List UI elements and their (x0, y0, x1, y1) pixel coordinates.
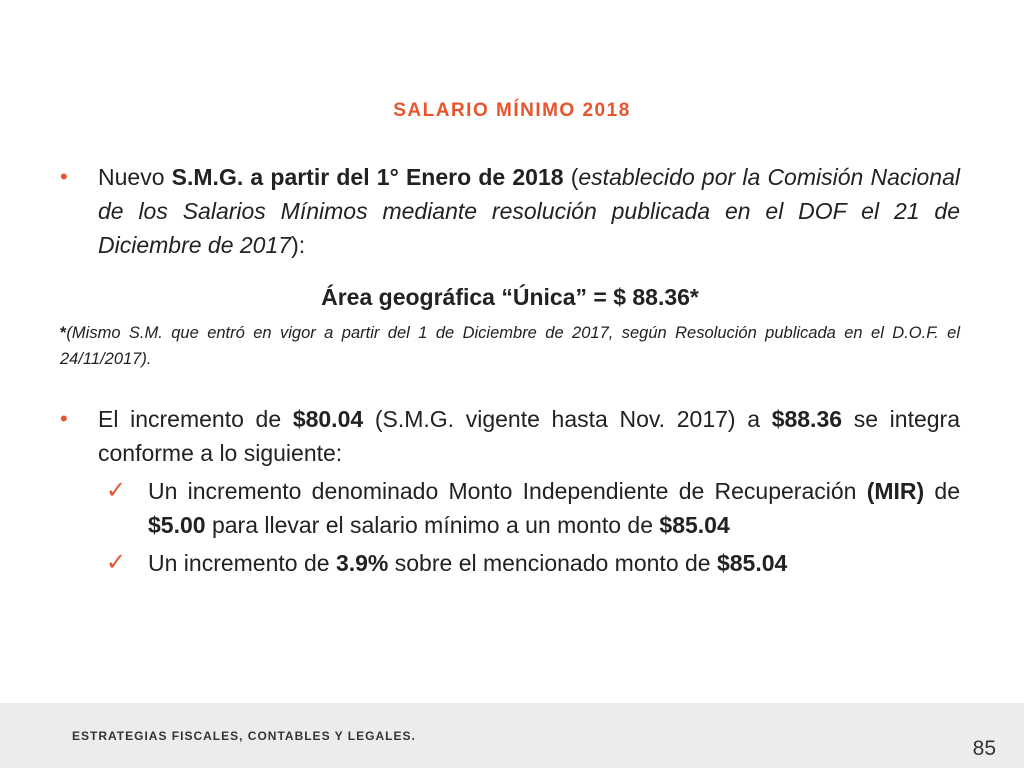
bullet2-text: El incremento de (98, 406, 293, 432)
footnote (60, 320, 960, 372)
slide-title: SALARIO MÍNIMO 2018 (393, 100, 631, 121)
bullet-icon: • (60, 406, 68, 431)
check1-bold-total: $85.04 (659, 512, 730, 538)
bullet-icon: • (60, 164, 68, 189)
bullet2-text-end: se integra conforme a lo siguiente: (98, 406, 960, 466)
page-number: 85 (972, 737, 996, 760)
bullet2-bold-old: $80.04 (292, 406, 364, 432)
bullet-item-new-smg (60, 160, 960, 262)
slide-content (60, 160, 960, 580)
footer-company-text: ESTRATEGIAS FISCALES, CONTABLES Y LEGALES. (72, 729, 416, 743)
check2-text-mid: sobre el mencionado monto de (388, 550, 717, 576)
check2-text: Un incremento de (148, 550, 336, 576)
bullet1-paren-close: ): (291, 232, 306, 258)
slide-footer (0, 703, 1024, 768)
bullet1-text: Nuevo (98, 164, 172, 190)
bullet2-bold-new: $88.36 (771, 406, 843, 432)
checkmark-icon: ✓ (106, 549, 127, 576)
checkmark-icon: ✓ (106, 477, 127, 504)
check-item-mir (60, 474, 960, 542)
check1-bold-mir: (MIR) (866, 478, 925, 504)
check2-bold-percent: 3.9% (335, 550, 389, 576)
bullet-item-increment (60, 402, 960, 470)
check1-text: Un incremento denominado Monto Independiente de Recuperación (148, 478, 867, 504)
check1-text-mid: para llevar el salario mínimo a un monto de (205, 512, 660, 538)
check-item-percent (60, 546, 960, 580)
bullet1-bold: S.M.G. a partir del 1° Enero de 2018 (171, 164, 564, 190)
check1-text-de: de (924, 478, 960, 504)
check1-bold-amount: $5.00 (148, 512, 206, 538)
area-geografica-line: Área geográfica “Única” = $ 88.36* (321, 284, 699, 310)
bullet2-text-mid: (S.M.G. vigente hasta Nov. 2017) a (363, 406, 772, 432)
bullet1-paren-open: ( (563, 164, 579, 190)
footnote-star: * (60, 324, 67, 342)
bullet1-italic: establecido por la Comisión Nacional de los Salarios Mínimos mediante resolución publicada en el DOF el 21 de Diciembre de 2017 (98, 164, 960, 258)
check2-bold-amount: $85.04 (716, 550, 788, 576)
footnote-text: (Mismo S.M. que entró en vigor a partir del 1 de Diciembre de 2017, según Resolución publicada en el D.O.F. el 24/11/2017). (60, 324, 960, 368)
